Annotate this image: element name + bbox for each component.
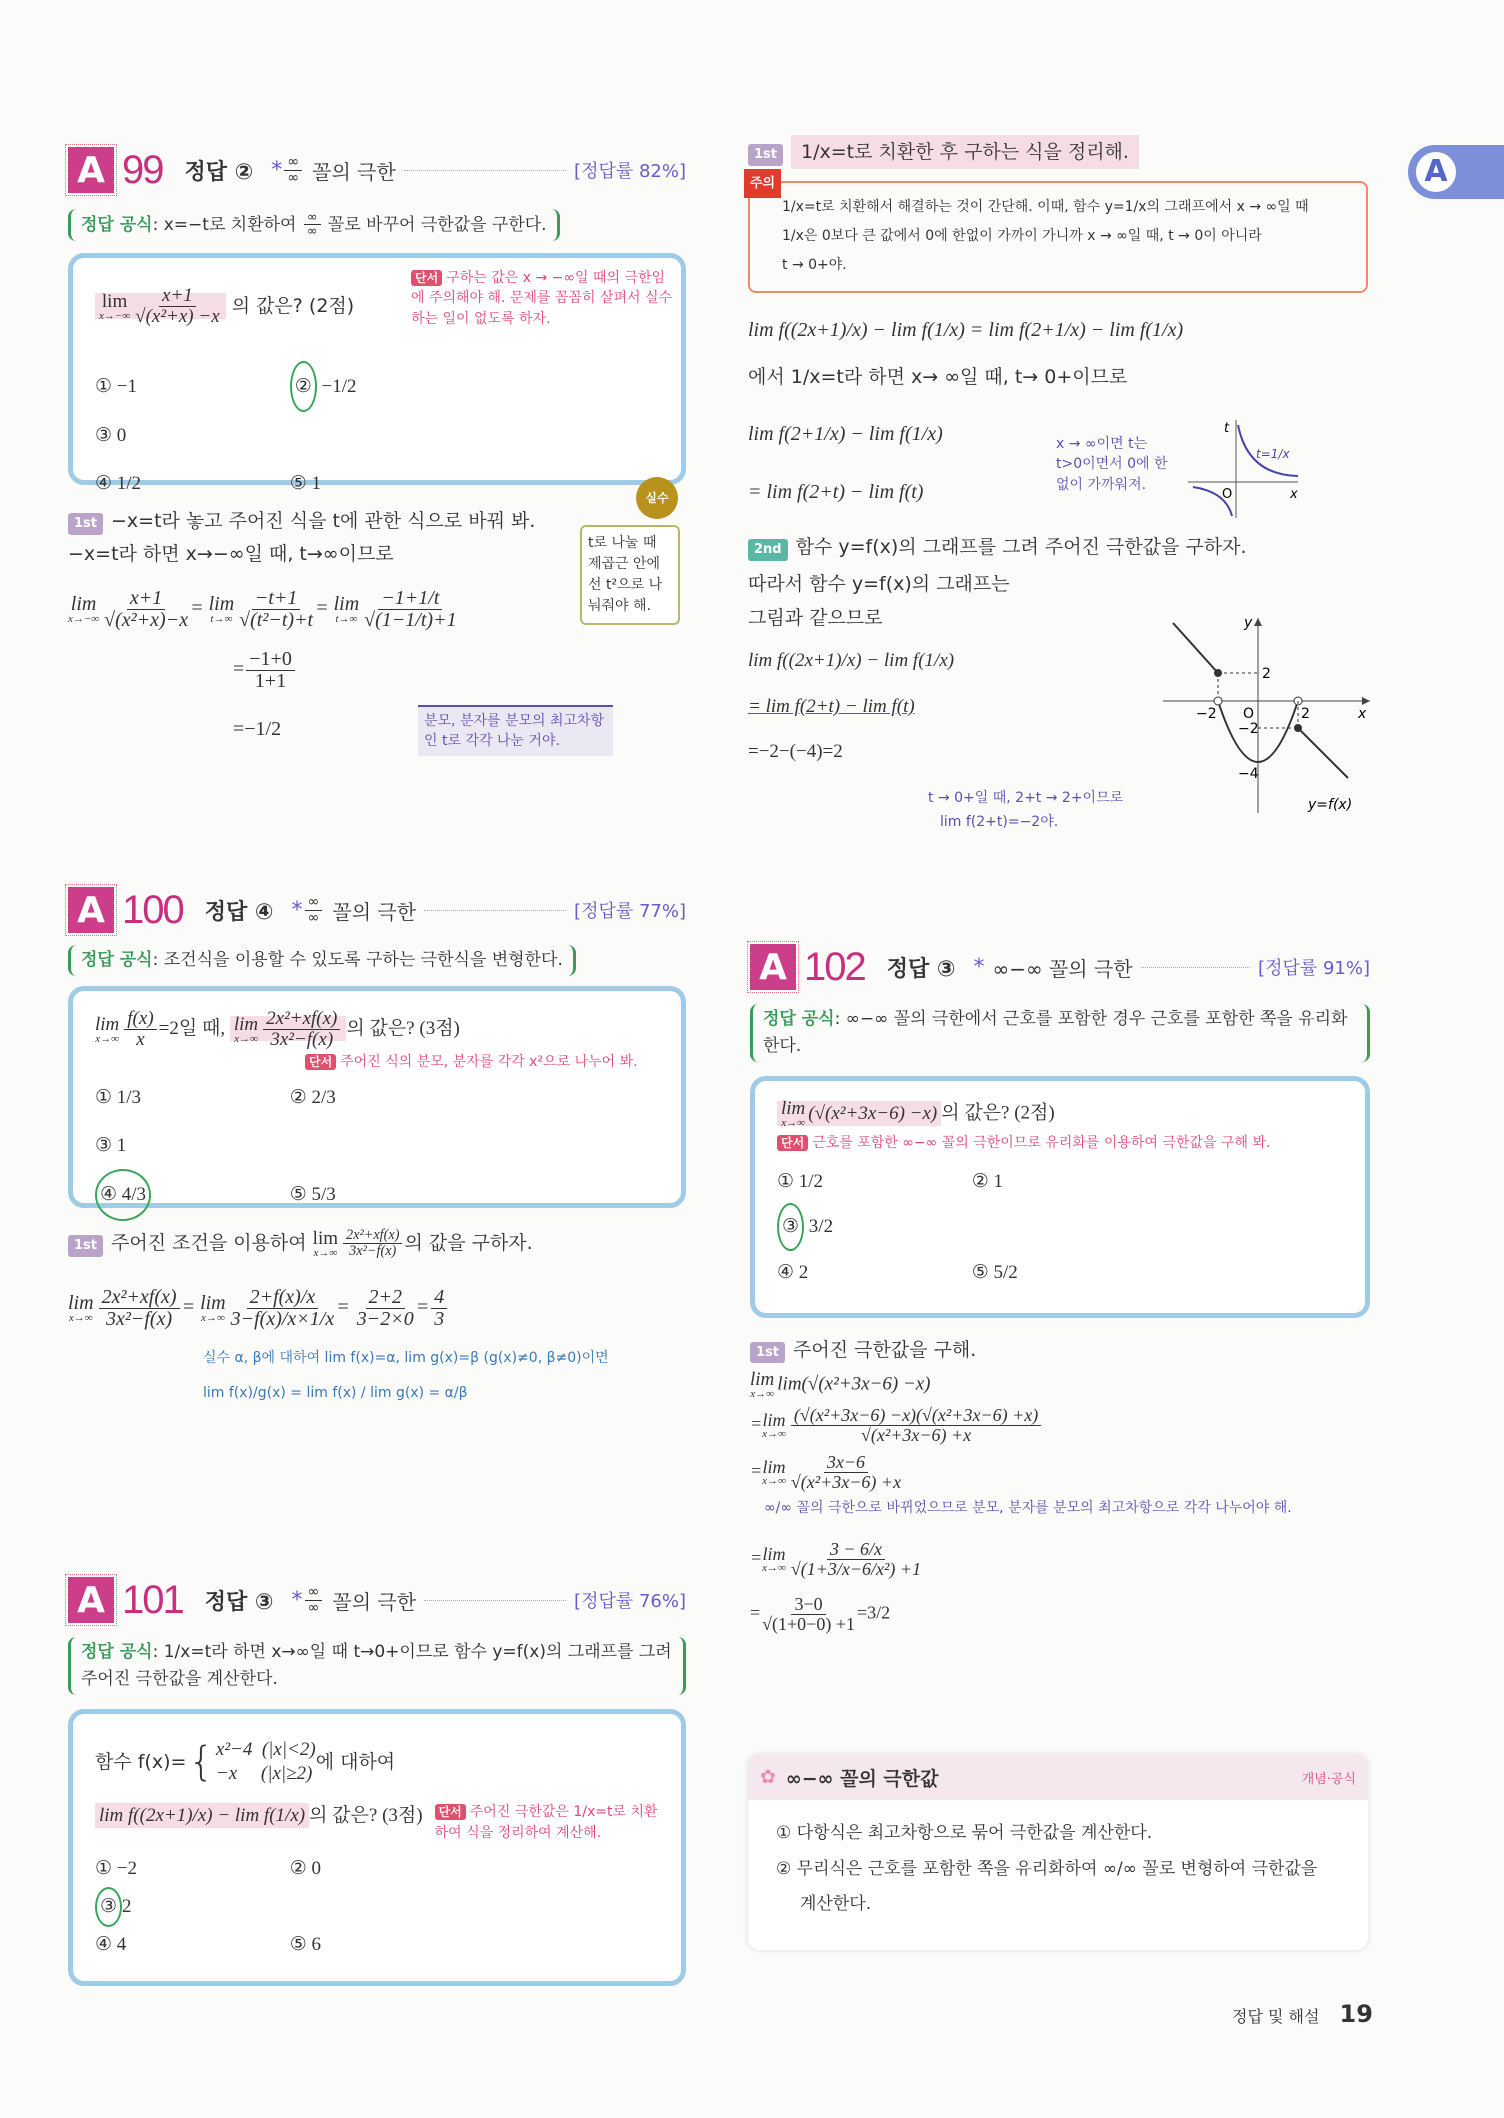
svg-text:x: x xyxy=(1358,706,1367,722)
choice-2[interactable]: ② 1 xyxy=(971,1170,1004,1192)
concept-title: ∞−∞ 꼴의 극한값 xyxy=(785,1767,939,1790)
concept-tag: 개념·공식 xyxy=(1301,1771,1356,1787)
svg-text:O: O xyxy=(1222,487,1233,502)
solution-result: =−1/2 xyxy=(233,718,282,741)
note: ∞/∞ 꼴의 극한으로 바뀌었으므로 분모, 분자를 분모의 최고차항으로 각각 나누어야 해. xyxy=(764,1499,1292,1516)
problem-number: 99 xyxy=(122,147,163,192)
type-text: 꼴의 극한 xyxy=(332,899,417,924)
solution-equation: lim f(2+1/x) − lim f(1/x) xyxy=(748,423,943,446)
solution-equation: = lim f(2+t) − lim f(t) xyxy=(748,481,924,504)
page-number: 19 xyxy=(1339,2000,1373,2028)
question-box: lim x→∞ $\frac{f(x)}{x}$ =2일 때, lim x→∞ $\frac{\text{2x²+xf(x)}}{\text{3x²−f(x)}}$ 의 값은? (3점) 단서 주어진 식의 분모, 분자를 각각 x²으로 나누어 봐. ① 1/3 ② 2/3 ③ 1 ④ 4/3 ⑤ 5/3 xyxy=(68,986,686,1208)
side-tab-label: A xyxy=(1412,148,1460,196)
problem-number: 101 xyxy=(122,1577,183,1622)
solution-step-1: 1/x=t로 치환한 후 구하는 식을 정리해. xyxy=(791,135,1139,169)
question-expression: lim x→−∞ $\frac{x+1}{\text{√(x²+x) −x}}$ xyxy=(95,293,226,319)
choice-3[interactable]: ③ 1 xyxy=(95,1134,127,1156)
note-box: 분모, 분자를 분모의 최고차항인 t로 각각 나눈 거야. xyxy=(418,705,613,756)
answer-formula: 정답 공식: ∞−∞ 꼴의 극한에서 근호를 포함한 경우 근호를 포함한 쪽을 유리화한다. xyxy=(750,1004,1370,1062)
section-badge: A xyxy=(68,887,114,933)
question-box: lim x→∞ (√(x²+3x−6) −x) 의 값은? (2점) 단서 근호를 포함한 ∞−∞ 꼴의 극한이므로 유리화를 이용하여 극한값을 구해 봐. ① 1/2 ② 1 ③ 3/2 ④ 2 ⑤ 5/2 xyxy=(750,1076,1370,1317)
hint: 단서 구하는 값은 x → −∞일 때의 극한임에 주의해야 해. 문제를 꼼꼼히 살펴서 실수하는 일이 없도록 하자. xyxy=(411,270,673,327)
svg-text:t=1/x: t=1/x xyxy=(1256,447,1290,461)
type-text: ∞−∞ 꼴의 극한 xyxy=(992,956,1133,981)
choices xyxy=(95,361,659,508)
problem-number: 102 xyxy=(804,944,865,989)
note: x → ∞이면 t는 t>0이면서 0에 한없이 가까워져. xyxy=(1056,436,1168,493)
reciprocal-graph xyxy=(1188,420,1338,520)
concept-box: ✿ ∞−∞ 꼴의 극한값 개념·공식 ① 다항식은 최고차항으로 묶어 극한값을 계산한다. ② 무리식은 근호를 포함한 쪽을 유리화하여 ∞/∞ 꼴로 변형하여 극한값을 계산한다. xyxy=(748,1754,1368,1950)
function-graph xyxy=(1158,613,1373,818)
choice-1[interactable]: ① 1/2 xyxy=(777,1170,824,1192)
solution-equation: = $\frac{-1+0}{1+1}$ xyxy=(233,649,686,692)
star-icon: * xyxy=(291,897,303,923)
section-badge: A xyxy=(68,147,114,193)
question-tail: 의 값은? (2점) xyxy=(231,295,355,317)
choice-1[interactable]: ① −1 xyxy=(95,375,137,397)
solution-step-1: 1st 주어진 극한값을 구해. xyxy=(750,1336,1370,1365)
choice-4[interactable]: ④ 4/3 xyxy=(95,1169,285,1221)
correct-rate: [정답률 82%] xyxy=(574,161,686,182)
caution-box: 주의 1/x=t로 치환해서 해결하는 것이 간단해. 이때, 함수 y=1/x의 그래프에서 x → ∞일 때 1/x은 0보다 큰 값에서 0에 한없이 가까이 가니까 x → ∞일 때, t → 0이 아니라 t → 0+야. xyxy=(748,181,1368,293)
svg-text:t: t xyxy=(1224,421,1230,436)
question-box xyxy=(68,253,686,494)
problem-number: 100 xyxy=(122,887,183,932)
correct-rate: [정답률 91%] xyxy=(1258,958,1370,979)
hint: 단서 주어진 극한값은 1/x=t로 치환하여 식을 정리하여 계산해. xyxy=(434,1804,658,1841)
solution-equation: lim x→−∞ $\frac{x+1}{\text{√(x²+x)−x}}$ = lim t→∞ $\frac{-t+1}{\text{√(t²−t)+t}}$ = lim t→∞ $\frac{-1+1/t}{√(1-1/t)+1}$ xyxy=(68,587,457,632)
choice-2[interactable]: ② −1/2 xyxy=(290,361,480,413)
problem-102: A 102 정답 ③ * ∞−∞ 꼴의 극한 [정답률 91%] 정답 공식: ∞−∞ 꼴의 극한에서 근호를 포함한 경우 근호를 포함한 쪽을 유리화한다. lim x→∞ (√(x²+3x−6) −x) 의 값은? (2점) 단서 근호를 포함한 ∞−∞ 꼴의 극한이므로 유리화를 이용하여 극한값을 구해 봐. ① 1/2 ② 1 ③ 3/2 ④ 2 ⑤ 5/2 1st 주어진 극한값을 구해. lim x→∞ lim(√(x²+3x−6) −x) = lim x→∞ $\frac{\text{(√(x²+3x−6) −x)(√(x²+3x−6) +x)}}{\text{√(x²+3x−6) +x}}$ = lim x→∞ $\frac{3x-6}{\text{√(x²+3x−6) +x}}$ ∞/∞ 꼴의 극한으로 바뀌었으므로 분모, 분자를 분모의 최고차항으로 각각 나누어야 해. = lim x→∞ $\frac{3 - 6/x}{\text{√(1+3/x−6/x²) +1}}$ = $\frac{3-0}{√(1+0-0) +1}$ =3/2 xyxy=(750,944,1370,1634)
type-fraction: $\frac{\infty}{\infty}$ xyxy=(284,155,302,186)
problem-header xyxy=(68,145,686,195)
choices xyxy=(95,1074,659,1221)
choice-5[interactable]: ⑤ 5/3 xyxy=(289,1184,336,1206)
choice-3[interactable]: ③ 0 xyxy=(95,425,127,447)
solution-equation: lim x→∞ $\frac{\text{2x²+xf(x)}}{\text{3x²−f(x)}}$ = lim x→∞ $\frac{2+f(x)/x}{3-f(x)/x\times 1/x}$ = $\frac{2+2}{3-2\times 0}$ = $\frac{4}{3}$ xyxy=(68,1287,686,1330)
choice-4[interactable]: ④ 1/2 xyxy=(95,472,142,494)
question-expression: lim f((2x+1)/x) − lim f(1/x) xyxy=(95,1803,309,1828)
section-badge: A xyxy=(68,1577,114,1623)
svg-text:O: O xyxy=(1243,706,1255,722)
page-footer xyxy=(1232,2000,1373,2028)
answer-formula: 정답 공식: 조건식을 이용할 수 있도록 구하는 극한식을 변형한다. xyxy=(68,945,576,976)
solution-step-1: 1st −x=t라 놓고 주어진 식을 t에 관한 식으로 바꿔 봐. xyxy=(68,507,686,536)
answer-formula: 정답 공식: x=−t로 치환하여 $\frac{\infty}{\infty}$ 꼴로 바꾸어 극한값을 구한다. xyxy=(68,209,560,241)
section-badge: A xyxy=(750,944,796,990)
choice-1[interactable]: ① 1/3 xyxy=(95,1087,142,1109)
problem-99 xyxy=(68,145,686,750)
choice-2[interactable]: ② 2/3 xyxy=(289,1087,336,1109)
choice-5[interactable]: ⑤ 6 xyxy=(289,1934,322,1956)
caution-tag: 주의 xyxy=(744,169,781,198)
mistake-note: t로 나눌 때 제곱근 안에선 t²으로 나눠줘야 해. xyxy=(580,525,680,625)
side-tab xyxy=(1408,145,1504,199)
note: 실수 α, β에 대하여 lim f(x)=α, lim g(x)=β (g(x)≠0, β≠0)이면 xyxy=(203,1350,609,1367)
choice-5[interactable]: ⑤ 1 xyxy=(289,472,322,494)
solution-step-1: 1st 주어진 조건을 이용하여 lim x→∞ $\frac{\text{2x²+xf(x)}}{\text{3x²−f(x)}}$ 의 값을 구하자. xyxy=(68,1228,686,1259)
solution-equation: lim f((2x+1)/x) − lim f(1/x) = lim f(2+1/x) − lim f(1/x) xyxy=(748,318,1184,341)
answer-label: 정답 ② xyxy=(184,159,254,185)
solution-step-2: 2nd 함수 y=f(x)의 그래프를 그려 주어진 극한값을 구하자. xyxy=(748,533,1368,562)
choice-2[interactable]: ② 0 xyxy=(289,1857,322,1879)
svg-text:y=f(x): y=f(x) xyxy=(1308,797,1353,813)
answer-label: 정답 ③ xyxy=(204,1589,274,1615)
solution-line: −x=t라 하면 x→−∞일 때, t→∞이므로 xyxy=(68,542,394,565)
choices xyxy=(777,1160,1343,1295)
star-icon: * xyxy=(973,954,985,980)
hint: 단서 근호를 포함한 ∞−∞ 꼴의 극한이므로 유리화를 이용하여 극한값을 구해 봐. xyxy=(777,1133,1343,1153)
choices xyxy=(95,1851,659,1963)
choice-4[interactable]: ④ 2 xyxy=(777,1262,809,1284)
correct-rate: [정답률 76%] xyxy=(574,1591,686,1612)
question-box: 함수 f(x)= { x²−4 (|x|<2) −x (|x|≥2) 에 대하여 lim f((2x+1)/x) − lim f(1/x) 의 값은? (3점) 단서 주어진 극한값은 1/x=t로 치환하여 식을 정리하여 계산해. ① −2 ② 0 ③ 2 ④ 4 ⑤ 6 xyxy=(68,1709,686,1986)
svg-text:2: 2 xyxy=(1301,706,1310,722)
choice-4[interactable]: ④ 4 xyxy=(95,1934,127,1956)
choice-1[interactable]: ① −2 xyxy=(95,1857,137,1879)
correct-rate: [정답률 77%] xyxy=(574,901,686,922)
answer-formula: 정답 공식: 1/x=t라 하면 x→∞일 때 t→0+이므로 함수 y=f(x)의 그래프를 그려 주어진 극한값을 계산한다. xyxy=(68,1637,686,1695)
answer-label: 정답 ④ xyxy=(204,899,274,925)
star-icon: * xyxy=(271,157,283,183)
solution-101: 1st 1/x=t로 치환한 후 구하는 식을 정리해. 주의 1/x=t로 치환해서 해결하는 것이 간단해. 이때, 함수 y=1/x의 그래프에서 x → ∞일 때 1/x은 0보다 큰 값에서 0에 한없이 가까이 가니까 x → ∞일 때, t → 0이 아니라 t → 0+야. lim f((2x+1)/x) − lim f(1/x) = lim f(2+1/x) − lim f(1/x) 에서 1/x=t라 하면 x→ ∞일 때, t→ 0+이므로 lim f(2+1/x) − lim f(1/x) = lim f(2+t) − lim f(t) x → ∞이면 t는 t>0이면서 0에 한없이 가까워져. t x O t=1/x 2nd 함수 y=f(x)의 그래프를 그려 주어진 극한값을 구하자. 따라서 함수 y=f(x)의 그래프는 그림과 같으므로 lim f((2x+1)/x) − lim f(1/x) = lim f(2+t) − lim f(t) =−2−(−4)=2 t → 0+일 때, 2+t → 2+이므로 lim f(2+t)=−2야. 2 −2 2 −2 −4 O x y y=f(x) xyxy=(748,138,1368,766)
svg-text:x: x xyxy=(1290,487,1298,502)
svg-text:−4: −4 xyxy=(1238,766,1259,782)
svg-text:2: 2 xyxy=(1262,666,1271,682)
flower-icon: ✿ xyxy=(760,1766,776,1788)
svg-text:y: y xyxy=(1244,615,1253,631)
mistake-badge: 실수 xyxy=(636,477,678,519)
problem-100: A 100 정답 ④ * $\frac{\infty}{\infty}$ 꼴의 극한 [정답률 77%] 정답 공식: 조건식을 이용할 수 있도록 구하는 극한식을 변형한다. lim x→∞ $\frac{f(x)}{x}$ =2일 때, lim x→∞ $\frac{\text{2x²+xf(x)}}{\text{3x²−f(x)}}$ 의 값은? (3점) 단서 주어진 식의 분모, 분자를 각각 x²으로 나누어 봐. ① 1/3 ② 2/3 ③ 1 ④ 4/3 ⑤ 5/3 1st 주어진 조건을 이용하여 lim x→∞ $\frac{\text{2x²+xf(x)}}{\text{3x²−f(x)}}$ 의 값을 구하자. lim x→∞ $\frac{\text{2x²+xf(x)}}{\text{3x²−f(x)}}$ = lim x→∞ $\frac{2+f(x)/x}{3-f(x)/x\times 1/x}$ = $\frac{2+2}{3-2\times 0}$ = $\frac{4}{3}$ 실수 α, β에 대하여 lim f(x)=α, lim g(x)=β (g(x)≠0, β≠0)이면 lim f(x)/g(x) = lim f(x) / lim g(x) = α/β xyxy=(68,885,686,1404)
answer-label: 정답 ③ xyxy=(886,956,956,982)
type-text: 꼴의 극한 xyxy=(312,159,396,184)
choice-3[interactable]: ③ 2 xyxy=(95,1887,285,1927)
svg-text:−2: −2 xyxy=(1238,721,1259,737)
footer-label: 정답 및 해설 xyxy=(1232,2007,1320,2026)
solution-line: 에서 1/x=t라 하면 x→ ∞일 때, t→ 0+이므로 xyxy=(748,365,1128,388)
star-icon: * xyxy=(291,1587,303,1613)
choice-5[interactable]: ⑤ 5/2 xyxy=(971,1262,1018,1284)
problem-101: A 101 정답 ③ * $\frac{\infty}{\infty}$ 꼴의 극한 [정답률 76%] 정답 공식: 1/x=t라 하면 x→∞일 때 t→0+이므로 함수 y=f(x)의 그래프를 그려 주어진 극한값을 계산한다. 함수 f(x)= { x²−4 (|x|<2) −x (|x|≥2) 에 대하여 lim f((2x+1)/x) − lim f(1/x) 의 값은? (3점) 단서 주어진 극한값은 1/x=t로 치환하여 식을 정리하여 계산해. ① −2 ② 0 ③ 2 ④ 4 ⑤ 6 xyxy=(68,1575,686,1986)
note: lim f(x)/g(x) = lim f(x) / lim g(x) = α/β xyxy=(203,1385,468,1402)
hint: 단서 주어진 식의 분모, 분자를 각각 x²으로 나누어 봐. xyxy=(305,1052,659,1072)
svg-text:−2: −2 xyxy=(1196,706,1217,722)
choice-3[interactable]: ③ 3/2 xyxy=(777,1203,967,1251)
type-text: 꼴의 극한 xyxy=(332,1589,417,1614)
